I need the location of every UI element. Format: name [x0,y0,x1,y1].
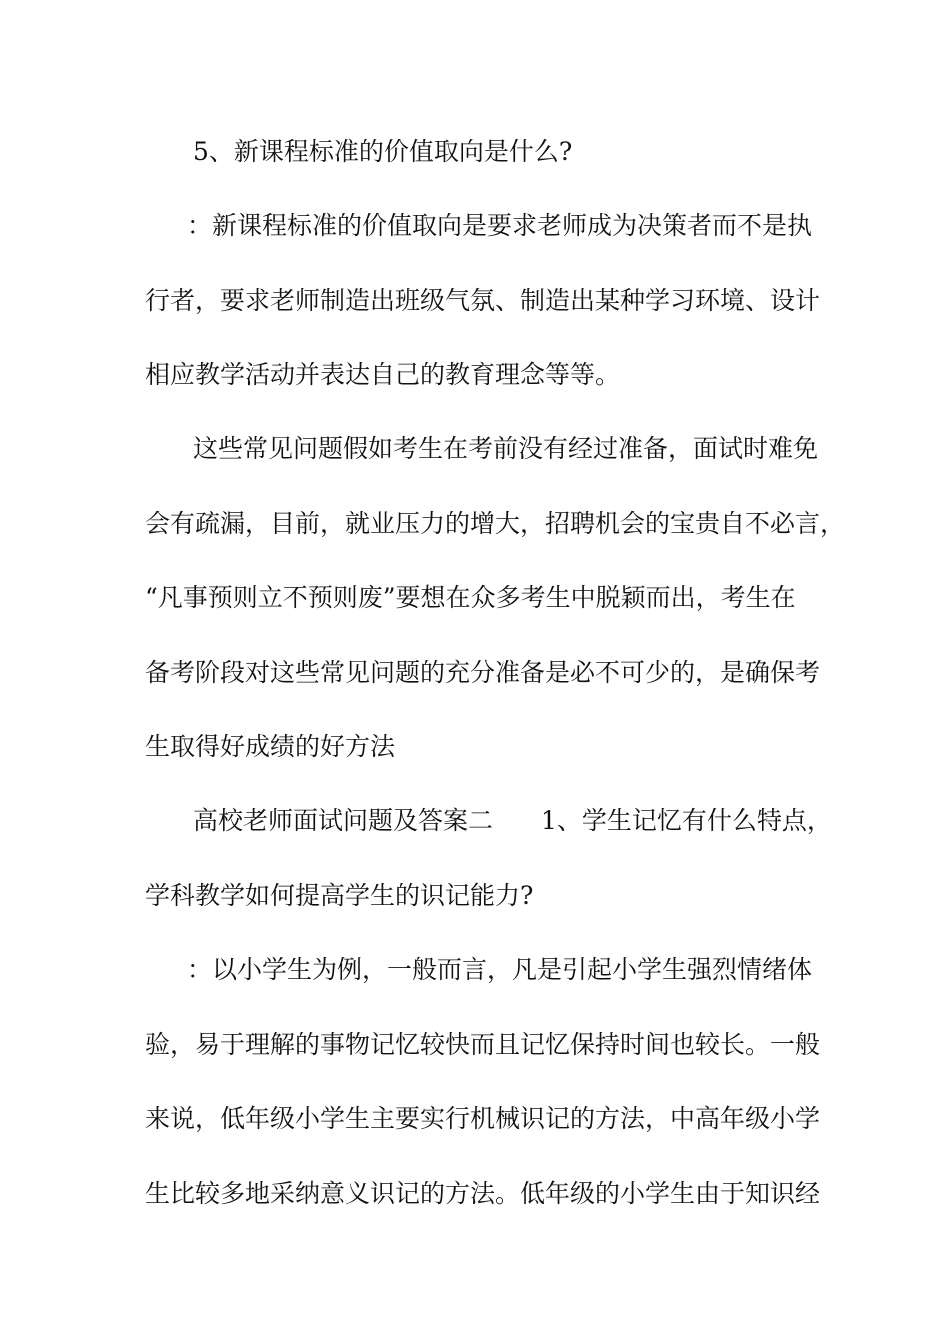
paragraph-line-1: 这些常见问题假如考生在考前没有经过准备，面试时难免 [193,434,819,463]
answer-5-line-3: 相应教学活动并表达自己的教育理念等等。 [145,360,621,389]
paragraph-line-4: 备考阶段对这些常见问题的充分准备是必不可少的，是确保考 [145,658,821,687]
answer-1-line-2: 验，易于理解的事物记忆较快而且记忆保持时间也较长。一般 [145,1030,821,1059]
answer-5-line-2: 行者，要求老师制造出班级气氛、制造出某种学习环境、设计 [145,286,821,315]
paragraph-line-5: 生取得好成绩的好方法 [145,732,396,761]
paragraph-line-3: “凡事预则立不预则废”要想在众多考生中脱颖而出，考生在 [145,583,796,612]
question-1-heading-cont: 学科教学如何提高学生的识记能力? [145,881,534,910]
paragraph-line-2: 会有疏漏，目前，就业压力的增大，招聘机会的宝贵自不必言， [145,509,846,538]
section-heading-line [193,803,950,839]
answer-1-line-4: 生比较多地采纳意义识记的方法。低年级的小学生由于知识经 [145,1179,821,1208]
question-1-heading: 1、学生记忆有什么特点， [541,806,832,835]
answer-5-line-1: ：新课程标准的价值取向是要求老师成为决策者而不是执 [187,211,813,240]
answer-1-line-3: 来说，低年级小学生主要实行机械识记的方法，中高年级小学 [145,1104,821,1133]
answer-1-line-1: ：以小学生为例，一般而言，凡是引起小学生强烈情绪体 [187,955,813,984]
question-5-heading: 5、新课程标准的价值取向是什么? [193,137,573,166]
section-title: 高校老师面试问题及答案二 [193,806,494,835]
